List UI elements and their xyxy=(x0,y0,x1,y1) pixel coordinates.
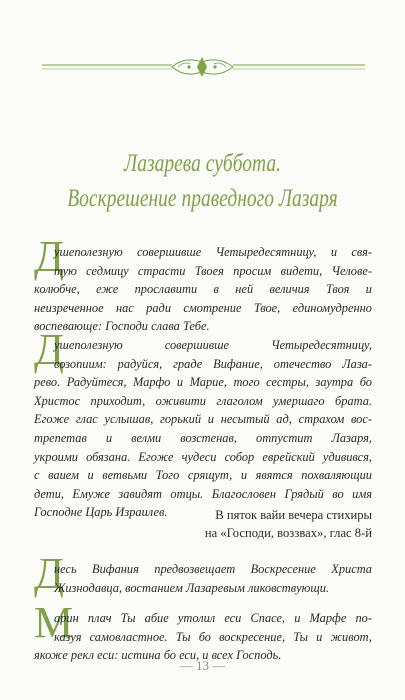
title-line-1: Лазарева суббота. xyxy=(124,150,281,177)
text-line: арин плач Ты абие утолил еси Спасе, и Марфе по- xyxy=(54,611,372,625)
text-line: Жизнодавца, востанием Лазаревым ликовствующи. xyxy=(54,580,330,595)
text-line: колюбче, еже прославити в ней величия Твоя и xyxy=(34,282,372,297)
text-line: Господне Царь Израилев. xyxy=(34,505,168,520)
text-line: неизреченное нас ради смотрение Твое, единомудренно xyxy=(34,300,372,315)
text-line: с ваием и ветвьми Того срящут, и явятся похваляющии xyxy=(34,468,372,483)
rubric xyxy=(34,506,372,542)
page-number xyxy=(0,658,405,674)
text-line: дети, Емуже завидят отцы. Благословен Грядый во имя xyxy=(34,486,372,501)
dropcap-1: Д xyxy=(34,232,65,281)
folio-dash-right-icon: — xyxy=(212,658,226,673)
rubric-line-2: на «Господи, воззвах», глас 8-й xyxy=(204,526,372,540)
text-line: укроими обязана. Егоже чудеси собор еврейский удивився, xyxy=(34,449,372,464)
text-line: несь Вифания предвозвещает Воскресение Христа xyxy=(54,562,372,576)
text-line: ушеполезную совершивше Четыредесятницу, и свя- xyxy=(54,245,372,259)
paragraph-2 xyxy=(34,336,372,522)
paragraph-1 xyxy=(34,243,372,336)
dropcap-2: Д xyxy=(34,325,65,374)
text-line: Егоже глас услышав, горький и несытый ад, страхом вос- xyxy=(34,412,372,427)
text-line: тую седмицу страсти Твоея просим видети, Челове- xyxy=(54,263,372,278)
text-line: казуя самовластное. Ты бо воскресение, Ты и живот, xyxy=(54,629,372,644)
text-line: воспевающе: Господи слава Тебе. xyxy=(34,319,210,334)
text-line: якоже рекл еси: истина бо еси, и всех Господь. xyxy=(34,648,282,663)
title-line-2: Воскрешение праведного Лазаря xyxy=(67,185,338,212)
text-line: возопиим: радуйся, граде Вифание, отечество Лаза- xyxy=(54,356,372,371)
text-line: трепетав и велми возстенав, отпустит Лазаря, xyxy=(34,430,372,445)
text-line: Христос приходит, оживити глаголом умершаго брата. xyxy=(34,393,372,408)
rubric-line-1: В пяток вайи вечера стихиры xyxy=(215,508,372,522)
header-ornament xyxy=(0,52,405,82)
dropcap-4: М xyxy=(34,598,74,647)
paragraph-4 xyxy=(34,609,372,665)
dropcap-3: Д xyxy=(34,549,65,598)
text-line: рево. Радуйтеся, Марфо и Марие, того сестры, заутра бо xyxy=(34,375,372,390)
folio-dash-left-icon: — xyxy=(179,658,193,673)
text-line: ушеполезную совершивше Четыредесятницу, xyxy=(54,338,372,352)
paragraph-3 xyxy=(34,560,372,597)
page-number-value: 13 xyxy=(196,658,209,673)
